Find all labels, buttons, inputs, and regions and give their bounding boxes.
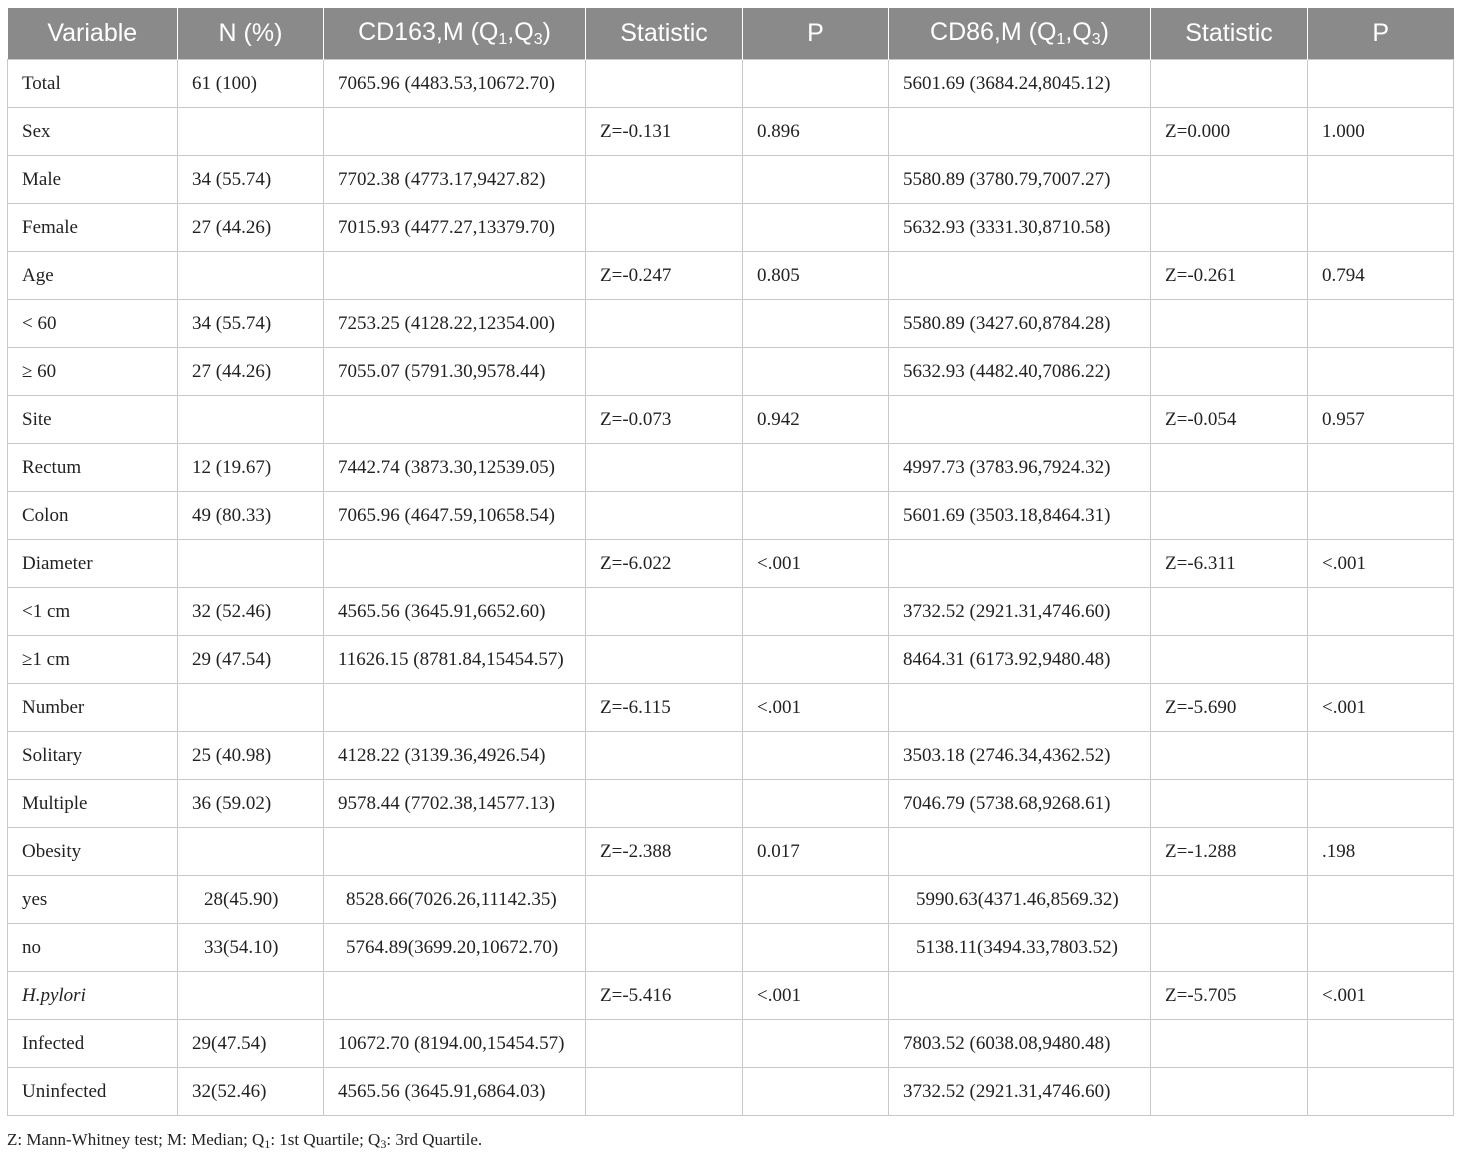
cell-cd163: 5764.89(3699.20,10672.70) — [324, 924, 586, 972]
table-footnote — [7, 1130, 482, 1152]
cell-statistic-cd163 — [586, 204, 743, 252]
cell-p-cd163: 0.896 — [743, 108, 889, 156]
cell-cd86: 5601.69 (3684.24,8045.12) — [889, 60, 1151, 108]
cell-p-cd86 — [1308, 588, 1454, 636]
cell-cd86 — [889, 828, 1151, 876]
footnote-part1: Z: Mann-Whitney test; M: Median; Q — [7, 1130, 265, 1149]
cell-p-cd163 — [743, 924, 889, 972]
cell-cd163 — [324, 396, 586, 444]
cell-statistic-cd86 — [1151, 636, 1308, 684]
cell-p-cd86 — [1308, 60, 1454, 108]
cell-p-cd163: 0.942 — [743, 396, 889, 444]
cell-p-cd163 — [743, 156, 889, 204]
cell-variable: H.pylori — [8, 972, 178, 1020]
cell-statistic-cd86: Z=-6.311 — [1151, 540, 1308, 588]
cell-statistic-cd163 — [586, 732, 743, 780]
cell-p-cd163 — [743, 492, 889, 540]
cell-statistic-cd86 — [1151, 60, 1308, 108]
cell-statistic-cd163: Z=-0.073 — [586, 396, 743, 444]
cell-cd163 — [324, 540, 586, 588]
cell-n-percent: 29 (47.54) — [178, 636, 324, 684]
cell-statistic-cd86 — [1151, 732, 1308, 780]
cell-variable: Male — [8, 156, 178, 204]
cell-cd86: 5138.11(3494.33,7803.52) — [889, 924, 1151, 972]
footnote-sub3: 3 — [380, 1137, 387, 1151]
cell-n-percent: 29(47.54) — [178, 1020, 324, 1068]
cell-n-percent: 32 (52.46) — [178, 588, 324, 636]
cell-variable: Solitary — [8, 732, 178, 780]
header-cd86-sub1: 1 — [1056, 31, 1066, 48]
cell-p-cd86 — [1308, 1020, 1454, 1068]
cell-p-cd163: <.001 — [743, 540, 889, 588]
cell-n-percent — [178, 540, 324, 588]
cell-variable: Sex — [8, 108, 178, 156]
header-cd163-sub3: 3 — [533, 31, 543, 48]
cell-n-percent: 32(52.46) — [178, 1068, 324, 1116]
table-body — [8, 60, 1454, 1116]
cell-cd163 — [324, 828, 586, 876]
cell-variable: Age — [8, 252, 178, 300]
cell-cd86: 5990.63(4371.46,8569.32) — [889, 876, 1151, 924]
cell-statistic-cd163 — [586, 588, 743, 636]
cell-p-cd86 — [1308, 156, 1454, 204]
cell-cd163 — [324, 972, 586, 1020]
cell-variable: Number — [8, 684, 178, 732]
cell-cd163 — [324, 684, 586, 732]
cell-p-cd86 — [1308, 780, 1454, 828]
cell-variable: no — [8, 924, 178, 972]
cell-statistic-cd86 — [1151, 300, 1308, 348]
footnote-sub1: 1 — [264, 1137, 271, 1151]
cell-p-cd86 — [1308, 300, 1454, 348]
cell-p-cd163 — [743, 348, 889, 396]
cell-statistic-cd163 — [586, 348, 743, 396]
cell-statistic-cd86 — [1151, 204, 1308, 252]
header-cd86 — [889, 8, 1151, 60]
cell-statistic-cd86 — [1151, 348, 1308, 396]
cell-n-percent: 49 (80.33) — [178, 492, 324, 540]
cell-p-cd86: 0.957 — [1308, 396, 1454, 444]
header-n-percent: N (%) — [178, 8, 324, 60]
table-row — [8, 444, 1454, 492]
footnote-part3: : 3rd Quartile. — [386, 1130, 483, 1149]
cell-statistic-cd86 — [1151, 780, 1308, 828]
cell-cd86: 3503.18 (2746.34,4362.52) — [889, 732, 1151, 780]
cell-statistic-cd86 — [1151, 588, 1308, 636]
table-row — [8, 924, 1454, 972]
table-row — [8, 588, 1454, 636]
cell-variable: Uninfected — [8, 1068, 178, 1116]
cell-p-cd163 — [743, 1020, 889, 1068]
cell-statistic-cd86: Z=-0.261 — [1151, 252, 1308, 300]
cell-variable: Site — [8, 396, 178, 444]
cell-cd163: 7253.25 (4128.22,12354.00) — [324, 300, 586, 348]
cell-p-cd86: 0.794 — [1308, 252, 1454, 300]
cell-statistic-cd163: Z=-5.416 — [586, 972, 743, 1020]
table-row — [8, 972, 1454, 1020]
cell-p-cd86 — [1308, 1068, 1454, 1116]
cell-statistic-cd86: Z=-0.054 — [1151, 396, 1308, 444]
cell-variable: Infected — [8, 1020, 178, 1068]
cell-p-cd86: <.001 — [1308, 540, 1454, 588]
table-row — [8, 780, 1454, 828]
header-statistic-cd86: Statistic — [1151, 8, 1308, 60]
cell-cd163: 7065.96 (4483.53,10672.70) — [324, 60, 586, 108]
cell-statistic-cd163: Z=-0.247 — [586, 252, 743, 300]
cell-variable: ≥1 cm — [8, 636, 178, 684]
cell-n-percent — [178, 684, 324, 732]
header-variable: Variable — [8, 8, 178, 60]
table-row — [8, 1020, 1454, 1068]
cell-cd163: 7055.07 (5791.30,9578.44) — [324, 348, 586, 396]
cell-p-cd86 — [1308, 492, 1454, 540]
table-row — [8, 252, 1454, 300]
cell-p-cd86: .198 — [1308, 828, 1454, 876]
cell-statistic-cd163 — [586, 876, 743, 924]
cell-cd163: 8528.66(7026.26,11142.35) — [324, 876, 586, 924]
cell-p-cd163 — [743, 204, 889, 252]
cell-variable: Colon — [8, 492, 178, 540]
cell-n-percent — [178, 396, 324, 444]
table-row — [8, 732, 1454, 780]
cell-p-cd163 — [743, 588, 889, 636]
cell-cd86: 7046.79 (5738.68,9268.61) — [889, 780, 1151, 828]
cell-statistic-cd163 — [586, 1068, 743, 1116]
cell-p-cd86: 1.000 — [1308, 108, 1454, 156]
cell-p-cd86 — [1308, 204, 1454, 252]
cell-cd86: 3732.52 (2921.31,4746.60) — [889, 588, 1151, 636]
cell-p-cd86 — [1308, 636, 1454, 684]
cell-variable: Rectum — [8, 444, 178, 492]
cell-variable: Diameter — [8, 540, 178, 588]
table-row — [8, 156, 1454, 204]
cell-variable: < 60 — [8, 300, 178, 348]
cell-variable: yes — [8, 876, 178, 924]
cell-statistic-cd86: Z=-1.288 — [1151, 828, 1308, 876]
cell-n-percent: 33(54.10) — [178, 924, 324, 972]
cell-p-cd163 — [743, 780, 889, 828]
cell-cd86: 5580.89 (3427.60,8784.28) — [889, 300, 1151, 348]
cell-statistic-cd163: Z=-6.022 — [586, 540, 743, 588]
cell-statistic-cd86: Z=-5.690 — [1151, 684, 1308, 732]
header-cd86-mid: ,Q — [1065, 18, 1092, 46]
table-row — [8, 396, 1454, 444]
results-table — [7, 8, 1454, 1116]
header-p-cd163: P — [743, 8, 889, 60]
table-row — [8, 1068, 1454, 1116]
table-row — [8, 492, 1454, 540]
cell-p-cd86 — [1308, 444, 1454, 492]
cell-statistic-cd163 — [586, 1020, 743, 1068]
cell-n-percent: 34 (55.74) — [178, 300, 324, 348]
cell-statistic-cd163: Z=-0.131 — [586, 108, 743, 156]
cell-variable: Multiple — [8, 780, 178, 828]
cell-n-percent: 25 (40.98) — [178, 732, 324, 780]
cell-statistic-cd163 — [586, 492, 743, 540]
cell-p-cd163 — [743, 60, 889, 108]
cell-statistic-cd86 — [1151, 492, 1308, 540]
cell-p-cd163 — [743, 444, 889, 492]
cell-p-cd86 — [1308, 348, 1454, 396]
cell-cd163 — [324, 252, 586, 300]
cell-p-cd163: <.001 — [743, 684, 889, 732]
cell-n-percent: 28(45.90) — [178, 876, 324, 924]
cell-variable: Female — [8, 204, 178, 252]
cell-n-percent — [178, 108, 324, 156]
cell-variable: ≥ 60 — [8, 348, 178, 396]
cell-p-cd163: <.001 — [743, 972, 889, 1020]
table-row — [8, 876, 1454, 924]
cell-cd86: 5632.93 (4482.40,7086.22) — [889, 348, 1151, 396]
cell-statistic-cd163: Z=-6.115 — [586, 684, 743, 732]
cell-cd86: 5632.93 (3331.30,8710.58) — [889, 204, 1151, 252]
table-row — [8, 684, 1454, 732]
table-row — [8, 636, 1454, 684]
header-cd163-suffix: ) — [542, 18, 551, 46]
cell-p-cd163 — [743, 732, 889, 780]
cell-cd86: 7803.52 (6038.08,9480.48) — [889, 1020, 1151, 1068]
cell-statistic-cd86: Z=0.000 — [1151, 108, 1308, 156]
cell-n-percent — [178, 972, 324, 1020]
cell-cd163: 9578.44 (7702.38,14577.13) — [324, 780, 586, 828]
cell-cd86: 4997.73 (3783.96,7924.32) — [889, 444, 1151, 492]
cell-statistic-cd86 — [1151, 1068, 1308, 1116]
cell-cd163: 4128.22 (3139.36,4926.54) — [324, 732, 586, 780]
header-cd163-sub1: 1 — [498, 31, 508, 48]
cell-statistic-cd163 — [586, 444, 743, 492]
cell-cd163: 7015.93 (4477.27,13379.70) — [324, 204, 586, 252]
cell-cd86 — [889, 396, 1151, 444]
table-row — [8, 540, 1454, 588]
cell-cd163: 7442.74 (3873.30,12539.05) — [324, 444, 586, 492]
header-statistic-cd163: Statistic — [586, 8, 743, 60]
cell-cd86 — [889, 684, 1151, 732]
cell-cd86: 5580.89 (3780.79,7007.27) — [889, 156, 1151, 204]
cell-n-percent: 34 (55.74) — [178, 156, 324, 204]
cell-cd163: 4565.56 (3645.91,6652.60) — [324, 588, 586, 636]
header-p-cd86: P — [1308, 8, 1454, 60]
cell-statistic-cd163: Z=-2.388 — [586, 828, 743, 876]
cell-p-cd163: 0.017 — [743, 828, 889, 876]
header-row — [8, 8, 1454, 60]
cell-p-cd86 — [1308, 876, 1454, 924]
cell-n-percent — [178, 252, 324, 300]
header-cd163 — [324, 8, 586, 60]
cell-n-percent — [178, 828, 324, 876]
cell-statistic-cd86 — [1151, 156, 1308, 204]
cell-variable: Obesity — [8, 828, 178, 876]
cell-cd163: 4565.56 (3645.91,6864.03) — [324, 1068, 586, 1116]
cell-statistic-cd163 — [586, 924, 743, 972]
cell-p-cd163 — [743, 636, 889, 684]
cell-cd163 — [324, 108, 586, 156]
cell-variable: Total — [8, 60, 178, 108]
cell-p-cd86 — [1308, 732, 1454, 780]
cell-n-percent: 61 (100) — [178, 60, 324, 108]
cell-cd86 — [889, 252, 1151, 300]
cell-statistic-cd86 — [1151, 1020, 1308, 1068]
cell-cd163: 10672.70 (8194.00,15454.57) — [324, 1020, 586, 1068]
cell-statistic-cd163 — [586, 60, 743, 108]
cell-cd86: 3732.52 (2921.31,4746.60) — [889, 1068, 1151, 1116]
table-row — [8, 60, 1454, 108]
cell-n-percent: 36 (59.02) — [178, 780, 324, 828]
cell-statistic-cd163 — [586, 156, 743, 204]
cell-cd86 — [889, 540, 1151, 588]
cell-statistic-cd86: Z=-5.705 — [1151, 972, 1308, 1020]
cell-p-cd86: <.001 — [1308, 684, 1454, 732]
cell-p-cd86: <.001 — [1308, 972, 1454, 1020]
table-row — [8, 300, 1454, 348]
cell-p-cd163 — [743, 1068, 889, 1116]
header-cd163-prefix: CD163,M (Q — [358, 18, 499, 46]
header-cd86-prefix: CD86,M (Q — [930, 18, 1057, 46]
cell-p-cd163: 0.805 — [743, 252, 889, 300]
cell-cd86: 5601.69 (3503.18,8464.31) — [889, 492, 1151, 540]
cell-statistic-cd163 — [586, 780, 743, 828]
cell-p-cd86 — [1308, 924, 1454, 972]
header-cd163-mid: ,Q — [507, 18, 534, 46]
table-row — [8, 204, 1454, 252]
cell-cd163: 7065.96 (4647.59,10658.54) — [324, 492, 586, 540]
header-cd86-suffix: ) — [1100, 18, 1109, 46]
cell-statistic-cd86 — [1151, 924, 1308, 972]
header-cd86-sub3: 3 — [1091, 31, 1101, 48]
cell-cd163: 7702.38 (4773.17,9427.82) — [324, 156, 586, 204]
table-row — [8, 108, 1454, 156]
cell-p-cd163 — [743, 876, 889, 924]
cell-n-percent: 12 (19.67) — [178, 444, 324, 492]
cell-p-cd163 — [743, 300, 889, 348]
cell-variable: <1 cm — [8, 588, 178, 636]
table-row — [8, 828, 1454, 876]
cell-statistic-cd163 — [586, 300, 743, 348]
cell-cd86 — [889, 972, 1151, 1020]
cell-statistic-cd163 — [586, 636, 743, 684]
cell-n-percent: 27 (44.26) — [178, 348, 324, 396]
cell-cd86 — [889, 108, 1151, 156]
results-table-container — [7, 8, 1453, 1116]
table-row — [8, 348, 1454, 396]
cell-cd163: 11626.15 (8781.84,15454.57) — [324, 636, 586, 684]
footnote-part2: : 1st Quartile; Q — [270, 1130, 381, 1149]
cell-n-percent: 27 (44.26) — [178, 204, 324, 252]
cell-cd86: 8464.31 (6173.92,9480.48) — [889, 636, 1151, 684]
cell-statistic-cd86 — [1151, 444, 1308, 492]
cell-statistic-cd86 — [1151, 876, 1308, 924]
